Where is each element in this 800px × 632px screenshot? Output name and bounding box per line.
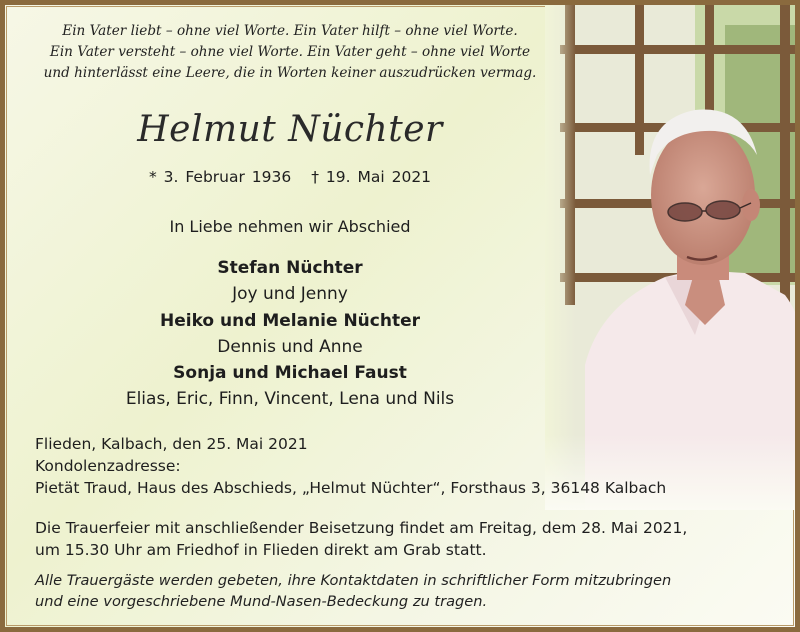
deceased-name: Helmut Nüchter	[137, 109, 443, 150]
note-line: Alle Trauergäste werden gebeten, ihre Kontaktdaten in schriftlicher Form mitzubringen	[35, 572, 672, 589]
service-line: um 15.30 Uhr am Friedhof in Flieden direkt am Grab statt.	[35, 541, 487, 559]
condolence-label: Kondolenzadresse:	[35, 457, 181, 475]
life-dates	[65, 168, 515, 186]
farewell-line: In Liebe nehmen wir Abschied	[169, 217, 411, 236]
info-block	[35, 433, 780, 499]
condolence-address: Pietät Traud, Haus des Abschieds, „Helmut Nüchter“, Forsthaus 3, 36148 Kalbach	[35, 479, 667, 497]
family-member: Heiko und Melanie Nüchter	[160, 310, 420, 331]
poem-line: Ein Vater liebt – ohne viel Worte. Ein Vater hilft – ohne viel Worte.	[62, 23, 518, 39]
poem-line: Ein Vater versteht – ohne viel Worte. Ein Vater geht – ohne viel Worte	[49, 44, 531, 60]
poem	[25, 21, 555, 84]
family-member: Elias, Eric, Finn, Vincent, Lena und Nils	[125, 389, 455, 410]
note-line: und eine vorgeschriebene Mund-Nasen-Bedeckung zu tragen.	[35, 593, 488, 610]
family-member: Joy und Jenny	[232, 284, 348, 305]
birth-date: * 3. Februar 1936	[148, 168, 292, 186]
service-info	[35, 517, 780, 561]
death-date: † 19. Mai 2021	[311, 168, 432, 186]
service-line: Die Trauerfeier mit anschließender Beisetzung findet am Freitag, dem 28. Mai 2021,	[35, 519, 688, 537]
family-member: Sonja und Michael Faust	[173, 363, 407, 384]
guest-note	[35, 570, 780, 612]
family-member: Dennis und Anne	[217, 336, 363, 357]
place-date: Flieden, Kalbach, den 25. Mai 2021	[35, 435, 308, 453]
family-member: Stefan Nüchter	[217, 258, 363, 278]
poem-line: und hinterlässt eine Leere, die in Worten keiner auszudrücken vermag.	[43, 65, 537, 81]
family-list	[45, 255, 535, 413]
